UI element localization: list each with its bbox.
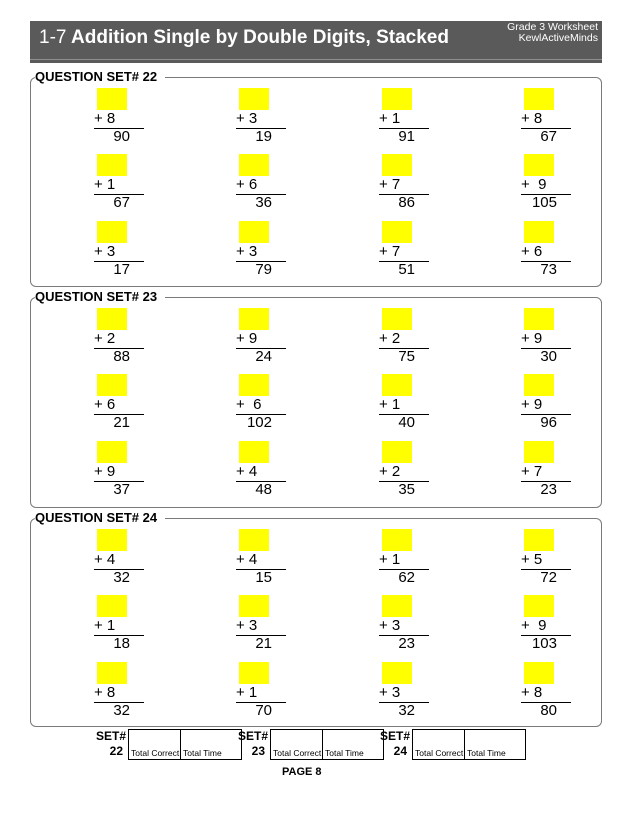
addition-problem — [94, 441, 146, 499]
addition-problem — [521, 529, 573, 587]
answer-box[interactable] — [524, 308, 554, 330]
addition-problem — [236, 221, 288, 279]
sum-value: 67 — [113, 194, 130, 211]
sum-value: 88 — [113, 348, 130, 365]
addend: + 9 — [521, 617, 571, 636]
addend: + 3 — [379, 617, 429, 636]
answer-box[interactable] — [382, 662, 412, 684]
answer-box[interactable] — [524, 154, 554, 176]
question-set-title: QUESTION SET# 22 — [35, 69, 165, 84]
answer-box[interactable] — [97, 441, 127, 463]
total-correct-label: Total Correct — [131, 748, 180, 758]
answer-box[interactable] — [382, 308, 412, 330]
addend: + 6 — [236, 396, 286, 415]
sum-value: 105 — [531, 194, 557, 211]
addition-problem — [94, 374, 146, 432]
sum-value: 86 — [398, 194, 415, 211]
addition-problem — [236, 88, 288, 146]
answer-box[interactable] — [239, 154, 269, 176]
addend: + 7 — [379, 176, 429, 195]
total-correct-label: Total Correct — [415, 748, 464, 758]
addend: + 1 — [94, 176, 144, 195]
answer-box[interactable] — [97, 529, 127, 551]
answer-box[interactable] — [382, 374, 412, 396]
sum-value: 90 — [113, 128, 130, 145]
score-entry-box — [270, 729, 384, 760]
addition-problem — [236, 529, 288, 587]
sum-value: 70 — [255, 702, 272, 719]
addition-problem — [521, 595, 573, 653]
total-time-cell[interactable] — [323, 730, 383, 759]
addition-problem — [379, 154, 431, 212]
addend: + 8 — [521, 110, 571, 129]
answer-box[interactable] — [524, 662, 554, 684]
addition-problem — [379, 88, 431, 146]
addition-problem — [94, 529, 146, 587]
addend: + 2 — [379, 463, 429, 482]
answer-box[interactable] — [97, 221, 127, 243]
addend: + 7 — [379, 243, 429, 262]
sum-value: 91 — [398, 128, 415, 145]
score-set-label: SET# — [238, 729, 269, 743]
sum-value: 67 — [540, 128, 557, 145]
answer-box[interactable] — [239, 441, 269, 463]
addition-problem — [94, 154, 146, 212]
answer-box[interactable] — [239, 88, 269, 110]
addition-problem — [236, 308, 288, 366]
score-entry-box — [412, 729, 526, 760]
answer-box[interactable] — [382, 221, 412, 243]
answer-box[interactable] — [382, 441, 412, 463]
addend: + 5 — [521, 551, 571, 570]
addition-problem — [379, 441, 431, 499]
sum-value: 62 — [398, 569, 415, 586]
score-set-label: SET# — [380, 729, 411, 743]
addend: + 6 — [94, 396, 144, 415]
answer-box[interactable] — [524, 88, 554, 110]
sum-value: 80 — [540, 702, 557, 719]
score-set-number: 22 — [109, 744, 123, 758]
addition-problem — [236, 595, 288, 653]
answer-box[interactable] — [524, 529, 554, 551]
addend: + 9 — [236, 330, 286, 349]
score-set-number: 23 — [251, 744, 265, 758]
score-set-number: 24 — [393, 744, 407, 758]
worksheet-number: 1-7 — [39, 27, 67, 48]
answer-box[interactable] — [239, 308, 269, 330]
addend: + 1 — [379, 551, 429, 570]
answer-box[interactable] — [524, 221, 554, 243]
addend: + 2 — [94, 330, 144, 349]
answer-box[interactable] — [97, 662, 127, 684]
total-time-label: Total Time — [325, 748, 364, 758]
answer-box[interactable] — [239, 595, 269, 617]
addition-problem — [521, 88, 573, 146]
addition-problem — [379, 308, 431, 366]
answer-box[interactable] — [382, 529, 412, 551]
addition-problem — [521, 221, 573, 279]
addition-problem — [236, 662, 288, 720]
sum-value: 32 — [113, 569, 130, 586]
addition-problem — [94, 221, 146, 279]
answer-box[interactable] — [97, 308, 127, 330]
addend: + 7 — [521, 463, 571, 482]
addend: + 6 — [521, 243, 571, 262]
worksheet-title-text: Addition Single by Double Digits, Stacked — [71, 27, 449, 48]
addend: + 8 — [94, 684, 144, 703]
sum-value: 79 — [255, 261, 272, 278]
sum-value: 18 — [113, 635, 130, 652]
answer-box[interactable] — [239, 662, 269, 684]
addition-problem — [379, 374, 431, 432]
worksheet-title — [39, 27, 449, 49]
sum-value: 48 — [255, 481, 272, 498]
addition-problem — [94, 308, 146, 366]
sum-value: 36 — [255, 194, 272, 211]
sum-value: 23 — [540, 481, 557, 498]
addend: + 1 — [236, 684, 286, 703]
total-time-label: Total Time — [467, 748, 506, 758]
question-set — [30, 510, 602, 727]
answer-box[interactable] — [382, 595, 412, 617]
answer-box[interactable] — [239, 221, 269, 243]
addition-problem — [521, 154, 573, 212]
total-time-label: Total Time — [183, 748, 222, 758]
addend: + 1 — [94, 617, 144, 636]
grade-label: Grade 3 Worksheet — [507, 21, 598, 33]
answer-box[interactable] — [524, 441, 554, 463]
addition-problem — [94, 595, 146, 653]
addition-problem — [521, 308, 573, 366]
addition-problem — [236, 154, 288, 212]
sum-value: 40 — [398, 414, 415, 431]
answer-box[interactable] — [239, 529, 269, 551]
score-set-label: SET# — [96, 729, 127, 743]
addend: + 9 — [521, 330, 571, 349]
sum-value: 17 — [113, 261, 130, 278]
addend: + 3 — [379, 684, 429, 703]
addition-problem — [379, 595, 431, 653]
addend: + 2 — [379, 330, 429, 349]
page-number: PAGE 8 — [282, 766, 322, 778]
sum-value: 35 — [398, 481, 415, 498]
sum-value: 15 — [255, 569, 272, 586]
sum-value: 23 — [398, 635, 415, 652]
total-correct-cell[interactable] — [129, 730, 181, 759]
header-divider — [30, 59, 602, 60]
addition-problem — [521, 374, 573, 432]
question-set-title: QUESTION SET# 23 — [35, 289, 165, 304]
addition-problem — [379, 529, 431, 587]
question-set — [30, 69, 602, 287]
sum-value: 73 — [540, 261, 557, 278]
addition-problem — [94, 662, 146, 720]
addition-problem — [94, 88, 146, 146]
addend: + 4 — [94, 551, 144, 570]
addend: + 8 — [521, 684, 571, 703]
addend: + 6 — [236, 176, 286, 195]
answer-box[interactable] — [97, 88, 127, 110]
sum-value: 103 — [531, 635, 557, 652]
brand-label: KewlActiveMinds — [518, 32, 598, 44]
sum-value: 32 — [398, 702, 415, 719]
sum-value: 37 — [113, 481, 130, 498]
total-time-cell[interactable] — [181, 730, 241, 759]
total-correct-label: Total Correct — [273, 748, 322, 758]
answer-box[interactable] — [524, 374, 554, 396]
addition-problem — [521, 662, 573, 720]
sum-value: 96 — [540, 414, 557, 431]
total-time-cell[interactable] — [465, 730, 525, 759]
answer-box[interactable] — [382, 88, 412, 110]
addend: + 1 — [379, 396, 429, 415]
addend: + 9 — [521, 396, 571, 415]
sum-value: 21 — [255, 635, 272, 652]
total-correct-cell[interactable] — [271, 730, 323, 759]
addend: + 3 — [236, 110, 286, 129]
total-correct-cell[interactable] — [413, 730, 465, 759]
answer-box[interactable] — [524, 595, 554, 617]
sum-value: 19 — [255, 128, 272, 145]
answer-box[interactable] — [382, 154, 412, 176]
addition-problem — [379, 662, 431, 720]
answer-box[interactable] — [97, 595, 127, 617]
addition-problem — [236, 441, 288, 499]
worksheet-header — [30, 21, 602, 63]
sum-value: 32 — [113, 702, 130, 719]
addend: + 4 — [236, 551, 286, 570]
addition-problem — [236, 374, 288, 432]
question-set — [30, 289, 602, 508]
sum-value: 75 — [398, 348, 415, 365]
addend: + 3 — [236, 243, 286, 262]
score-entry-box — [128, 729, 242, 760]
sum-value: 24 — [255, 348, 272, 365]
answer-box[interactable] — [239, 374, 269, 396]
answer-box[interactable] — [97, 154, 127, 176]
addend: + 3 — [94, 243, 144, 262]
question-set-title: QUESTION SET# 24 — [35, 510, 165, 525]
addend: + 4 — [236, 463, 286, 482]
sum-value: 21 — [113, 414, 130, 431]
addend: + 9 — [94, 463, 144, 482]
addend: + 3 — [236, 617, 286, 636]
addend: + 9 — [521, 176, 571, 195]
sum-value: 30 — [540, 348, 557, 365]
addend: + 8 — [94, 110, 144, 129]
answer-box[interactable] — [97, 374, 127, 396]
addition-problem — [521, 441, 573, 499]
addend: + 1 — [379, 110, 429, 129]
sum-value: 72 — [540, 569, 557, 586]
addition-problem — [379, 221, 431, 279]
sum-value: 102 — [246, 414, 272, 431]
sum-value: 51 — [398, 261, 415, 278]
